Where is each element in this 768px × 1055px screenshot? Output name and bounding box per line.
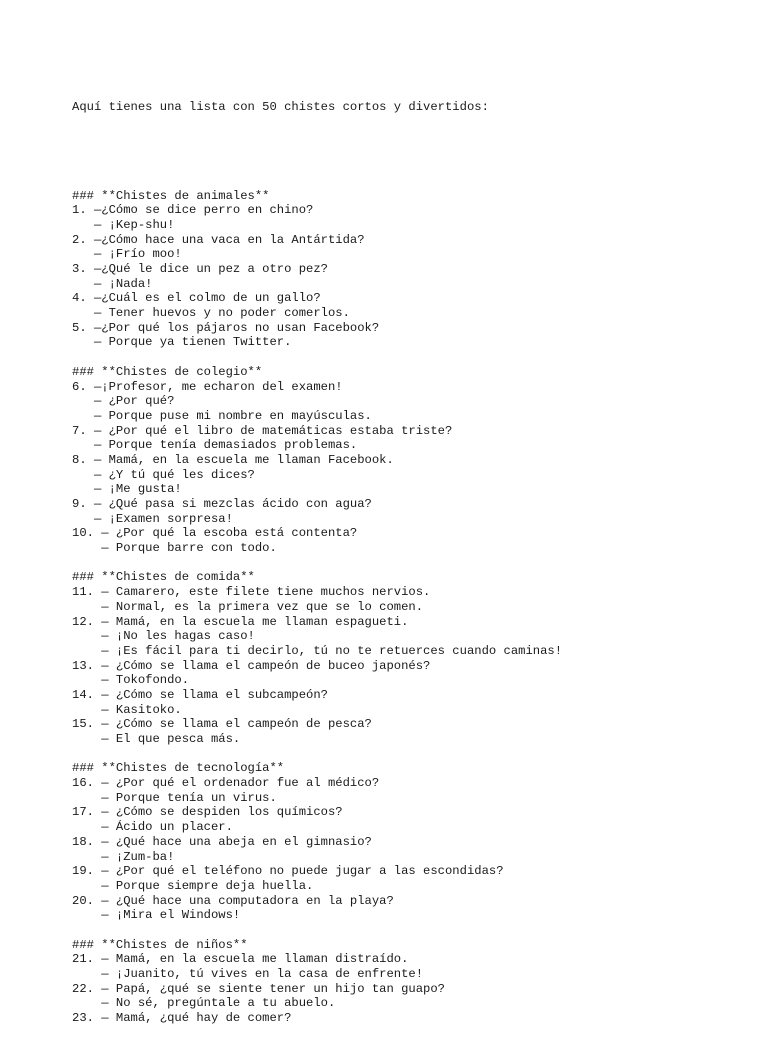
joke-line: 3. —¿Qué le dice un pez a otro pez? [72,262,328,277]
joke-line: — ¡Zum-ba! [72,849,175,864]
joke-section [72,365,768,571]
joke-line: 11. — Camarero, este filete tiene muchos nervios. [72,585,431,600]
joke-line: 21. — Mamá, en la escuela me llaman distraído. [72,952,409,967]
sections-container [72,189,768,1026]
joke-line: — Tener huevos y no poder comerlos. [72,306,350,321]
blank-line [72,145,768,160]
section-heading: ### **Chistes de tecnología** [72,761,285,776]
joke-line: 14. — ¿Cómo se llama el subcampeón? [72,687,328,702]
joke-line: 18. — ¿Qué hace una abeja en el gimnasio? [72,834,372,849]
section-heading: ### **Chistes de comida** [72,570,255,585]
joke-line: 22. — Papá, ¿qué se siente tener un hijo tan guapo? [72,981,445,996]
joke-line: — Porque ya tienen Twitter. [72,335,292,350]
joke-line: — ¡Me gusta! [72,482,182,497]
joke-line: — Tokofondo. [72,673,190,688]
joke-line: — Porque barre con todo. [72,541,277,556]
intro-line: Aquí tienes una lista con 50 chistes cortos y divertidos: [72,100,489,115]
joke-line: 8. — Mamá, en la escuela me llaman Facebook. [72,452,394,467]
blank-line [72,350,768,365]
blank-line [72,923,768,938]
joke-line: — Ácido un placer. [72,820,233,835]
joke-line: — Porque tenía demasiados problemas. [72,438,358,453]
joke-section [72,570,768,761]
joke-line: 9. — ¿Qué pasa si mezclas ácido con agua? [72,497,372,512]
section-heading: ### **Chistes de colegio** [72,364,263,379]
joke-section [72,938,768,1026]
joke-line: 23. — Mamá, ¿qué hay de comer? [72,1011,292,1026]
joke-line: — ¡Mira el Windows! [72,908,241,923]
joke-line: — ¡Juanito, tú vives en la casa de enfrente! [72,967,424,982]
joke-line: — ¡Nada! [72,276,153,291]
joke-section [72,761,768,937]
joke-line: 20. — ¿Qué hace una computadora en la playa? [72,893,394,908]
blank-line [72,556,768,571]
joke-line: — ¿Y tú qué les dices? [72,467,255,482]
joke-line: 16. — ¿Por qué el ordenador fue al médico? [72,776,380,791]
joke-line: 6. —¡Profesor, me echaron del examen! [72,379,343,394]
joke-line: 5. —¿Por qué los pájaros no usan Facebook? [72,320,380,335]
joke-line: — Porque tenía un virus. [72,790,277,805]
joke-line: 15. — ¿Cómo se llama el campeón de pesca? [72,717,372,732]
joke-line: — Kasitoko. [72,702,182,717]
joke-line: 13. — ¿Cómo se llama el campeón de buceo japonés? [72,658,431,673]
blank-line [72,747,768,762]
section-heading: ### **Chistes de niños** [72,937,248,952]
joke-line: — ¡Frío moo! [72,247,182,262]
section-heading: ### **Chistes de animales** [72,188,270,203]
joke-line: 4. —¿Cuál es el colmo de un gallo? [72,291,321,306]
joke-line: 10. — ¿Por qué la escoba está contenta? [72,526,358,541]
joke-line: 2. —¿Cómo hace una vaca en la Antártida? [72,232,365,247]
joke-line: 12. — Mamá, en la escuela me llaman espagueti. [72,614,409,629]
joke-line: — Normal, es la primera vez que se lo comen. [72,599,424,614]
joke-line: 19. — ¿Por qué el teléfono no puede jugar a las escondidas? [72,864,504,879]
joke-line: — El que pesca más. [72,732,241,747]
joke-line: — Porque siempre deja huella. [72,878,314,893]
joke-line: 1. —¿Cómo se dice perro en chino? [72,203,314,218]
joke-line: — ¿Por qué? [72,394,175,409]
joke-line: 7. — ¿Por qué el libro de matemáticas estaba triste? [72,423,453,438]
joke-line: — ¡Examen sorpresa! [72,511,233,526]
joke-line: — No sé, pregúntale a tu abuelo. [72,996,336,1011]
joke-line: — Porque puse mi nombre en mayúsculas. [72,408,372,423]
document-body [72,71,768,1055]
joke-line: — ¡Kep-shu! [72,217,175,232]
joke-section [72,189,768,365]
joke-line: — ¡Es fácil para ti decirlo, tú no te retuerces cuando caminas! [72,643,563,658]
joke-line: — ¡No les hagas caso! [72,629,255,644]
joke-line: 17. — ¿Cómo se despiden los químicos? [72,805,343,820]
